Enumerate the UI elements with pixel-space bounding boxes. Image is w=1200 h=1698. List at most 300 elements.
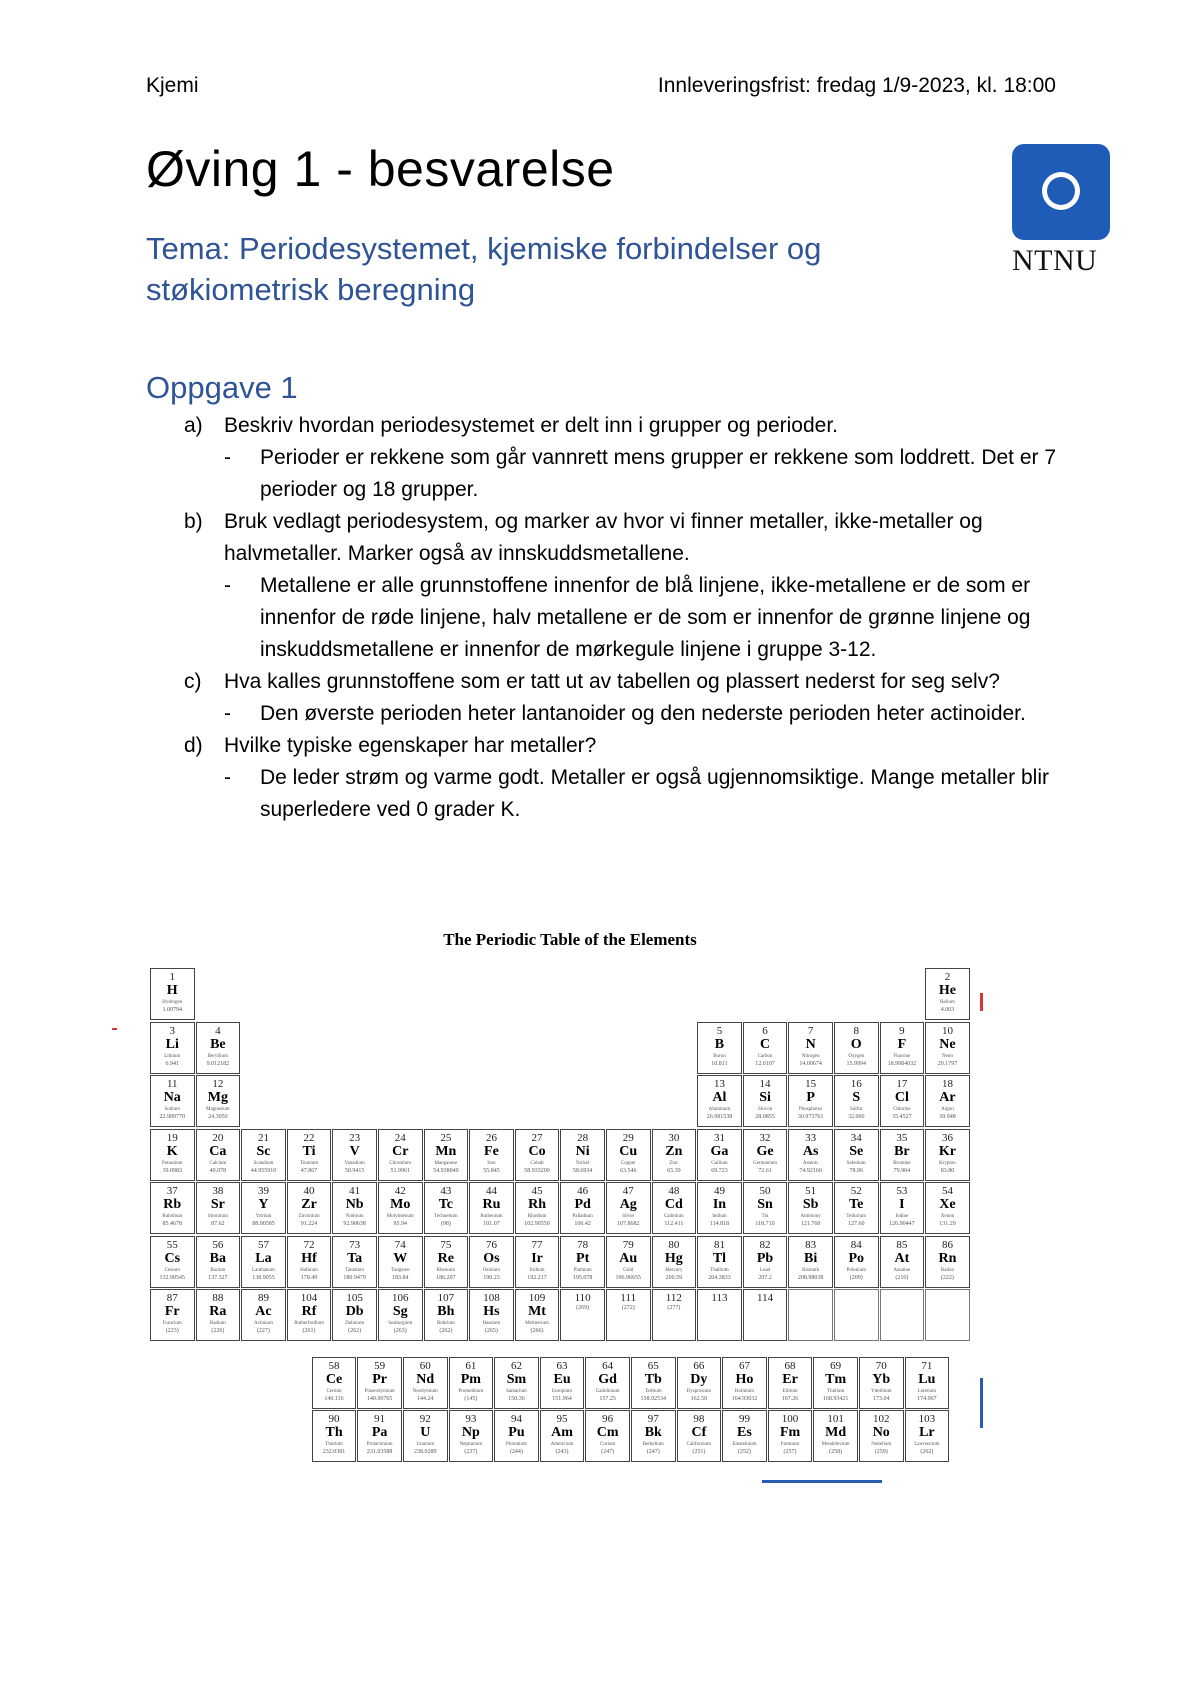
element-symbol: Os [483,1250,500,1266]
atomic-number: 105 [346,1292,363,1304]
element-symbol: S [852,1090,861,1105]
atomic-mass: 58.6934 [572,1167,593,1174]
element-symbol: Lr [919,1425,935,1440]
atomic-number: 4 [215,1024,221,1037]
element-symbol: Tb [644,1371,662,1387]
atomic-number: 48 [668,1185,680,1197]
atomic-mass: 112.411 [664,1221,684,1227]
element-symbol: Ta [347,1250,363,1266]
element-cell [403,1357,448,1409]
element-name: Thorium [325,1442,343,1447]
element-cell [859,1410,904,1462]
atomic-mass: 157.25 [599,1395,616,1402]
element-cell [357,1410,402,1462]
element-name: Seaborgium [388,1321,413,1326]
atomic-number: 55 [166,1238,178,1251]
element-symbol: Hs [483,1304,500,1319]
element-name: Nitrogen [801,1053,820,1059]
atomic-mass: 168.93421 [822,1395,849,1402]
atomic-number: 7 [807,1024,814,1037]
element-cell [150,1022,195,1074]
atomic-mass: (272) [621,1305,635,1311]
atomic-mass: 178.49 [300,1274,318,1281]
atomic-mass: 32.066 [848,1114,865,1120]
question-label: d) [184,734,203,757]
element-cell [834,1022,879,1074]
element-cell [150,1182,195,1234]
element-symbol: Rb [163,1197,182,1212]
element-cell [697,1075,742,1127]
atomic-mass: 24.3050 [208,1114,228,1120]
element-symbol: Es [737,1425,752,1440]
atomic-mass: 204.3833 [708,1274,731,1281]
element-symbol: Mg [207,1090,228,1105]
atomic-mass: 4.003 [940,1007,955,1013]
element-name: Tin [761,1214,769,1219]
atomic-mass: 238.0289 [414,1449,437,1455]
element-cell [150,1129,195,1181]
periodic-table-title: The Periodic Table of the Elements [443,930,697,949]
atomic-number: 84 [850,1238,862,1251]
element-cell [788,1236,833,1288]
element-symbol: Sr [210,1197,225,1212]
atomic-mass: (98) [440,1221,451,1227]
element-cell [378,1182,423,1234]
atomic-number: 110 [574,1292,591,1304]
atomic-number: 32 [759,1131,771,1144]
element-name: Praseodymium [364,1388,395,1394]
atomic-mass: 85.4678 [162,1221,182,1227]
element-cell [332,1129,377,1181]
element-cell [150,1236,195,1288]
element-cell [925,1182,970,1234]
atomic-mass: (262) [348,1328,362,1334]
element-symbol: Ga [710,1143,729,1159]
atomic-number: 73 [349,1238,361,1251]
element-symbol: Bi [804,1250,818,1266]
atomic-mass: (261) [302,1328,316,1334]
element-symbol: Fm [779,1425,801,1440]
atomic-mass: 200.59 [665,1274,683,1281]
atomic-mass: 144.24 [417,1395,434,1402]
atomic-number: 57 [257,1238,269,1251]
section-heading: Oppgave 1 [146,370,298,405]
atomic-number: 39 [257,1185,269,1197]
element-cell [697,1182,742,1234]
element-symbol: Al [712,1090,727,1105]
element-cell [150,1075,195,1127]
element-cell [469,1129,514,1181]
annotation-mark [112,1028,117,1030]
atomic-number: 35 [896,1131,908,1144]
atomic-mass: 167.26 [781,1395,799,1402]
element-symbol: Cu [619,1143,638,1159]
atomic-number: 87 [166,1292,178,1304]
element-symbol: Pt [576,1250,590,1266]
element-symbol: Lu [918,1371,936,1387]
element-name: Silver [622,1214,635,1219]
element-symbol: Hg [664,1250,683,1266]
element-cell [515,1182,560,1234]
atomic-mass: 173.04 [873,1395,890,1402]
element-cell [743,1236,788,1288]
atomic-number: 21 [257,1131,269,1144]
element-symbol: Sg [392,1304,408,1319]
element-symbol: Ar [939,1090,956,1105]
element-name: Oxygen [848,1053,865,1059]
atomic-mass: 63.546 [620,1167,637,1174]
element-cell [788,1182,833,1234]
question-text: Hvilke typiske egenskaper har metaller? [224,734,597,757]
atomic-number: 44 [485,1185,497,1197]
element-symbol: Ti [302,1143,316,1159]
atomic-number: 59 [374,1359,386,1372]
element-symbol: Sc [256,1143,271,1159]
element-symbol: Mo [390,1197,411,1212]
element-cell [540,1357,585,1409]
atomic-number: 36 [941,1131,953,1144]
element-cell [469,1289,514,1341]
element-name: Rutherfordium [294,1321,324,1326]
atomic-number: 28 [577,1131,589,1144]
element-name: Plutonium [506,1442,527,1447]
element-cell [697,1236,742,1288]
element-symbol: Ce [325,1371,343,1387]
subject-header: Kjemi [146,74,199,97]
element-symbol: Yb [872,1371,891,1387]
element-symbol: Pa [371,1425,388,1440]
element-cell [469,1236,514,1288]
element-cell [743,1022,788,1074]
element-cell [880,1289,925,1341]
element-symbol: Er [782,1371,798,1387]
atomic-number: 17 [896,1078,908,1090]
element-symbol: Nb [345,1197,364,1212]
atomic-mass: 208.98038 [797,1274,824,1281]
element-cell [332,1236,377,1288]
atomic-mass: 44.955910 [250,1167,277,1174]
atomic-number: 2 [944,971,951,983]
atomic-number: 33 [805,1131,817,1144]
element-name: Copper [620,1160,636,1166]
element-name: Hafnium [300,1267,318,1273]
element-cell [332,1289,377,1341]
element-symbol: Pu [508,1425,525,1440]
element-symbol: Cd [664,1197,683,1212]
atomic-number: 114 [757,1292,774,1304]
element-cell [813,1410,858,1462]
atomic-mass: 190.23 [483,1274,500,1281]
element-name: Cerium [326,1388,342,1394]
atomic-mass: 151.964 [552,1395,572,1402]
element-name: Einsteinium [732,1442,757,1447]
atomic-mass: 30.973761 [797,1114,824,1120]
atomic-mass: (259) [874,1449,888,1455]
element-symbol: Be [210,1036,226,1052]
element-name: Germanium [753,1160,777,1166]
atomic-number: 85 [896,1238,908,1251]
element-cell [515,1236,560,1288]
atomic-mass: 26.981538 [706,1114,733,1120]
element-name: Zirconium [298,1214,320,1219]
atomic-number: 96 [602,1413,614,1425]
element-symbol: Cr [392,1143,409,1159]
atomic-mass: 102.90550 [524,1221,550,1227]
atomic-number: 12 [212,1078,224,1090]
atomic-number: 24 [394,1131,406,1144]
element-name: Gallium [711,1160,728,1166]
atomic-mass: (145) [464,1395,478,1402]
annotation-mark [980,993,983,1011]
atomic-number: 101 [827,1413,844,1425]
atomic-mass: (265) [484,1328,498,1334]
element-name: Zinc [669,1160,679,1166]
element-name: Terbium [644,1388,662,1394]
question-d [146,730,1066,762]
element-symbol: Ra [209,1304,227,1319]
element-name: Thulium [827,1388,845,1394]
answer-text: Den øverste perioden heter lantanoider og den nederste perioden heter actinoider. [260,702,1026,725]
element-symbol: Pd [574,1197,591,1212]
element-name: Holmium [734,1388,755,1394]
element-name: Magnesium [206,1107,230,1112]
element-symbol: Y [258,1197,269,1212]
element-name: Radium [209,1321,226,1326]
element-cell [880,1182,925,1234]
element-cell [905,1357,950,1409]
atomic-number: 16 [850,1078,862,1090]
answer-a: - Perioder er rekkene som går vannrett mens grupper er rekkene som loddrett. Det er 7 perioder og 18 grupper. [146,442,1066,506]
element-symbol: Cf [691,1425,707,1440]
element-symbol: Nd [416,1371,435,1387]
element-cell [241,1236,286,1288]
element-name: Protactinium [366,1442,393,1447]
element-cell [631,1410,676,1462]
element-symbol: F [897,1036,907,1052]
atomic-mass: 83.80 [940,1167,955,1174]
answer-d: - De leder strøm og varme godt. Metaller er også ugjennomsiktige. Mange metaller blir superledere ved 0 grader K. [146,762,1066,826]
atomic-number: 78 [577,1238,589,1251]
element-name: Beryllium [207,1053,228,1059]
element-name: Cadmium [663,1214,684,1219]
element-cell [560,1236,605,1288]
element-name: Fermium [780,1442,800,1447]
atomic-mass: 1.00794 [162,1007,182,1013]
element-symbol: No [872,1425,890,1440]
element-cell [631,1357,676,1409]
element-cell [925,1236,970,1288]
element-cell [722,1357,767,1409]
atomic-number: 102 [873,1413,890,1425]
element-symbol: Xe [939,1197,956,1212]
element-cell [697,1129,742,1181]
atomic-mass: 195.078 [572,1274,593,1281]
element-symbol: Ne [939,1036,956,1052]
element-name: Bohrium [436,1321,455,1326]
element-symbol: Pr [372,1371,388,1387]
element-symbol: Ge [756,1143,774,1159]
answer-text: Perioder er rekkene som går vannrett mens grupper er rekkene som loddrett. Det er 7 perioder og 18 grupper. [260,446,1057,501]
element-symbol: In [712,1197,727,1212]
atomic-number: 112 [665,1292,682,1304]
element-name: Astatine [893,1267,911,1273]
element-symbol: V [349,1143,360,1159]
atomic-number: 3 [169,1024,175,1037]
element-cell [332,1182,377,1234]
element-cell [652,1289,697,1341]
atomic-mass: (222) [940,1274,954,1281]
element-symbol: Pm [460,1371,481,1387]
atomic-number: 43 [440,1185,452,1197]
element-name: Palladium [572,1214,593,1219]
element-cell [469,1182,514,1234]
question-a [146,410,1066,442]
element-symbol: Rh [528,1197,546,1212]
element-name: Polonium [846,1267,866,1273]
atomic-mass: (223) [165,1328,179,1334]
atomic-number: 54 [941,1185,953,1197]
element-name: Neptunium [459,1442,483,1447]
element-cell [834,1129,879,1181]
atomic-number: 40 [303,1185,315,1197]
element-cell [606,1129,651,1181]
element-symbol: B [714,1036,725,1052]
atomic-number: 93 [465,1413,477,1425]
atomic-mass: 88.90585 [252,1221,275,1227]
question-label: b) [184,510,203,533]
atomic-number: 80 [668,1238,680,1251]
element-cell [196,1182,241,1234]
element-symbol: Hf [301,1250,317,1266]
atomic-number: 69 [830,1359,842,1372]
element-cell [768,1357,813,1409]
element-name: Erbium [782,1388,798,1394]
atomic-number: 41 [349,1185,361,1197]
element-name: Calcium [209,1160,227,1166]
atomic-mass: 69.723 [711,1167,728,1174]
element-symbol: Pb [756,1250,774,1266]
atomic-number: 58 [328,1359,340,1372]
atomic-number: 49 [713,1185,725,1197]
atomic-number: 75 [440,1238,452,1251]
element-symbol: N [805,1036,816,1052]
element-name: Lutetium [917,1388,937,1394]
atomic-mass: 18.9984032 [887,1060,917,1067]
element-symbol: Br [894,1143,910,1159]
atomic-mass: 28.0855 [755,1114,775,1120]
atomic-mass: 180.9479 [343,1274,366,1281]
atomic-mass: 131.29 [939,1221,956,1227]
atomic-mass: (258) [829,1449,843,1455]
atomic-mass: (210) [895,1274,909,1281]
atomic-mass: 95.94 [393,1221,407,1227]
element-cell [150,1289,195,1341]
element-cell [196,1129,241,1181]
atomic-mass: (209) [849,1274,863,1281]
question-b [146,506,1066,570]
element-symbol: As [802,1143,819,1159]
atomic-mass: 10.811 [711,1060,728,1067]
element-name: Thallium [710,1267,729,1273]
atomic-mass: 138.9055 [252,1274,275,1281]
element-name: Lead [760,1267,771,1273]
atomic-number: 70 [875,1359,887,1372]
atomic-number: 98 [693,1413,705,1425]
atomic-number: 107 [437,1292,455,1304]
element-name: Hassium [482,1321,501,1326]
atomic-number: 95 [556,1413,568,1425]
atomic-number: 77 [531,1238,543,1251]
element-symbol: At [894,1250,910,1266]
atomic-mass: 91.224 [300,1221,318,1227]
page-subtitle: Tema: Periodesystemet, kjemiske forbindelser og støkiometrisk beregning [146,231,822,307]
atomic-mass: (237) [464,1449,478,1455]
element-cell [880,1075,925,1127]
element-symbol: Cl [894,1090,909,1105]
element-name: Carbon [757,1053,773,1059]
element-name: Cobalt [530,1160,544,1166]
atomic-number: 14 [759,1078,771,1090]
atomic-mass: 162.50 [690,1395,708,1402]
element-symbol: He [938,983,956,998]
element-symbol: Md [825,1425,847,1440]
element-symbol: Ac [255,1304,272,1319]
atomic-number: 113 [711,1292,728,1304]
atomic-mass: 92.90638 [343,1221,366,1227]
atomic-number: 63 [556,1359,568,1372]
atomic-number: 74 [394,1238,406,1251]
element-symbol: Np [461,1425,480,1440]
atomic-number: 109 [528,1292,546,1304]
element-cell [834,1289,879,1341]
element-symbol: Tc [438,1197,453,1212]
element-cell [585,1410,630,1462]
element-symbol: Ho [735,1371,754,1387]
element-cell [697,1289,742,1341]
element-cell [196,1236,241,1288]
atomic-number: 92 [419,1413,431,1425]
element-symbol: Tm [825,1371,847,1387]
atomic-mass: 192.217 [527,1274,547,1281]
element-cell [722,1410,767,1462]
element-name: Iridium [529,1267,545,1273]
element-symbol: Ca [209,1143,227,1159]
question-text: Bruk vedlagt periodesystem, og marker av hvor vi finner metaller, ikke-metaller og halvmetaller. Marker også av innskuddsmetallene. [224,510,983,565]
atomic-mass: 39.948 [939,1114,956,1120]
atomic-number: 64 [602,1359,614,1372]
atomic-mass: 137.327 [208,1274,228,1281]
element-cell [196,1075,241,1127]
element-name: Iodine [895,1214,909,1219]
element-name: Silicon [757,1107,773,1112]
element-symbol: Na [163,1090,181,1105]
atomic-number: 5 [716,1024,723,1037]
element-cell [378,1289,423,1341]
atomic-number: 62 [510,1359,522,1372]
element-name: Californium [686,1442,712,1447]
element-name: Rhodium [527,1214,547,1219]
atomic-number: 82 [759,1238,771,1251]
element-name: Bismuth [802,1267,820,1273]
answer-text: Metallene er alle grunnstoffene innenfor de blå linjene, ikke-metallene er de som er innenfor de røde linjene, halv metallene er de som er innenfor de grønne linjene og inskuddsmetallene er innenfor de mørkegule linjene i gruppe 3-12. [260,574,1031,661]
element-name: Tantalum [345,1267,365,1273]
element-name: Sulfur [850,1107,863,1112]
element-name: Dubnium [345,1321,365,1326]
element-symbol: Am [551,1425,573,1440]
element-name: Neodymium [412,1388,438,1394]
element-cell [424,1236,469,1288]
atomic-mass: 140.90765 [366,1395,393,1402]
